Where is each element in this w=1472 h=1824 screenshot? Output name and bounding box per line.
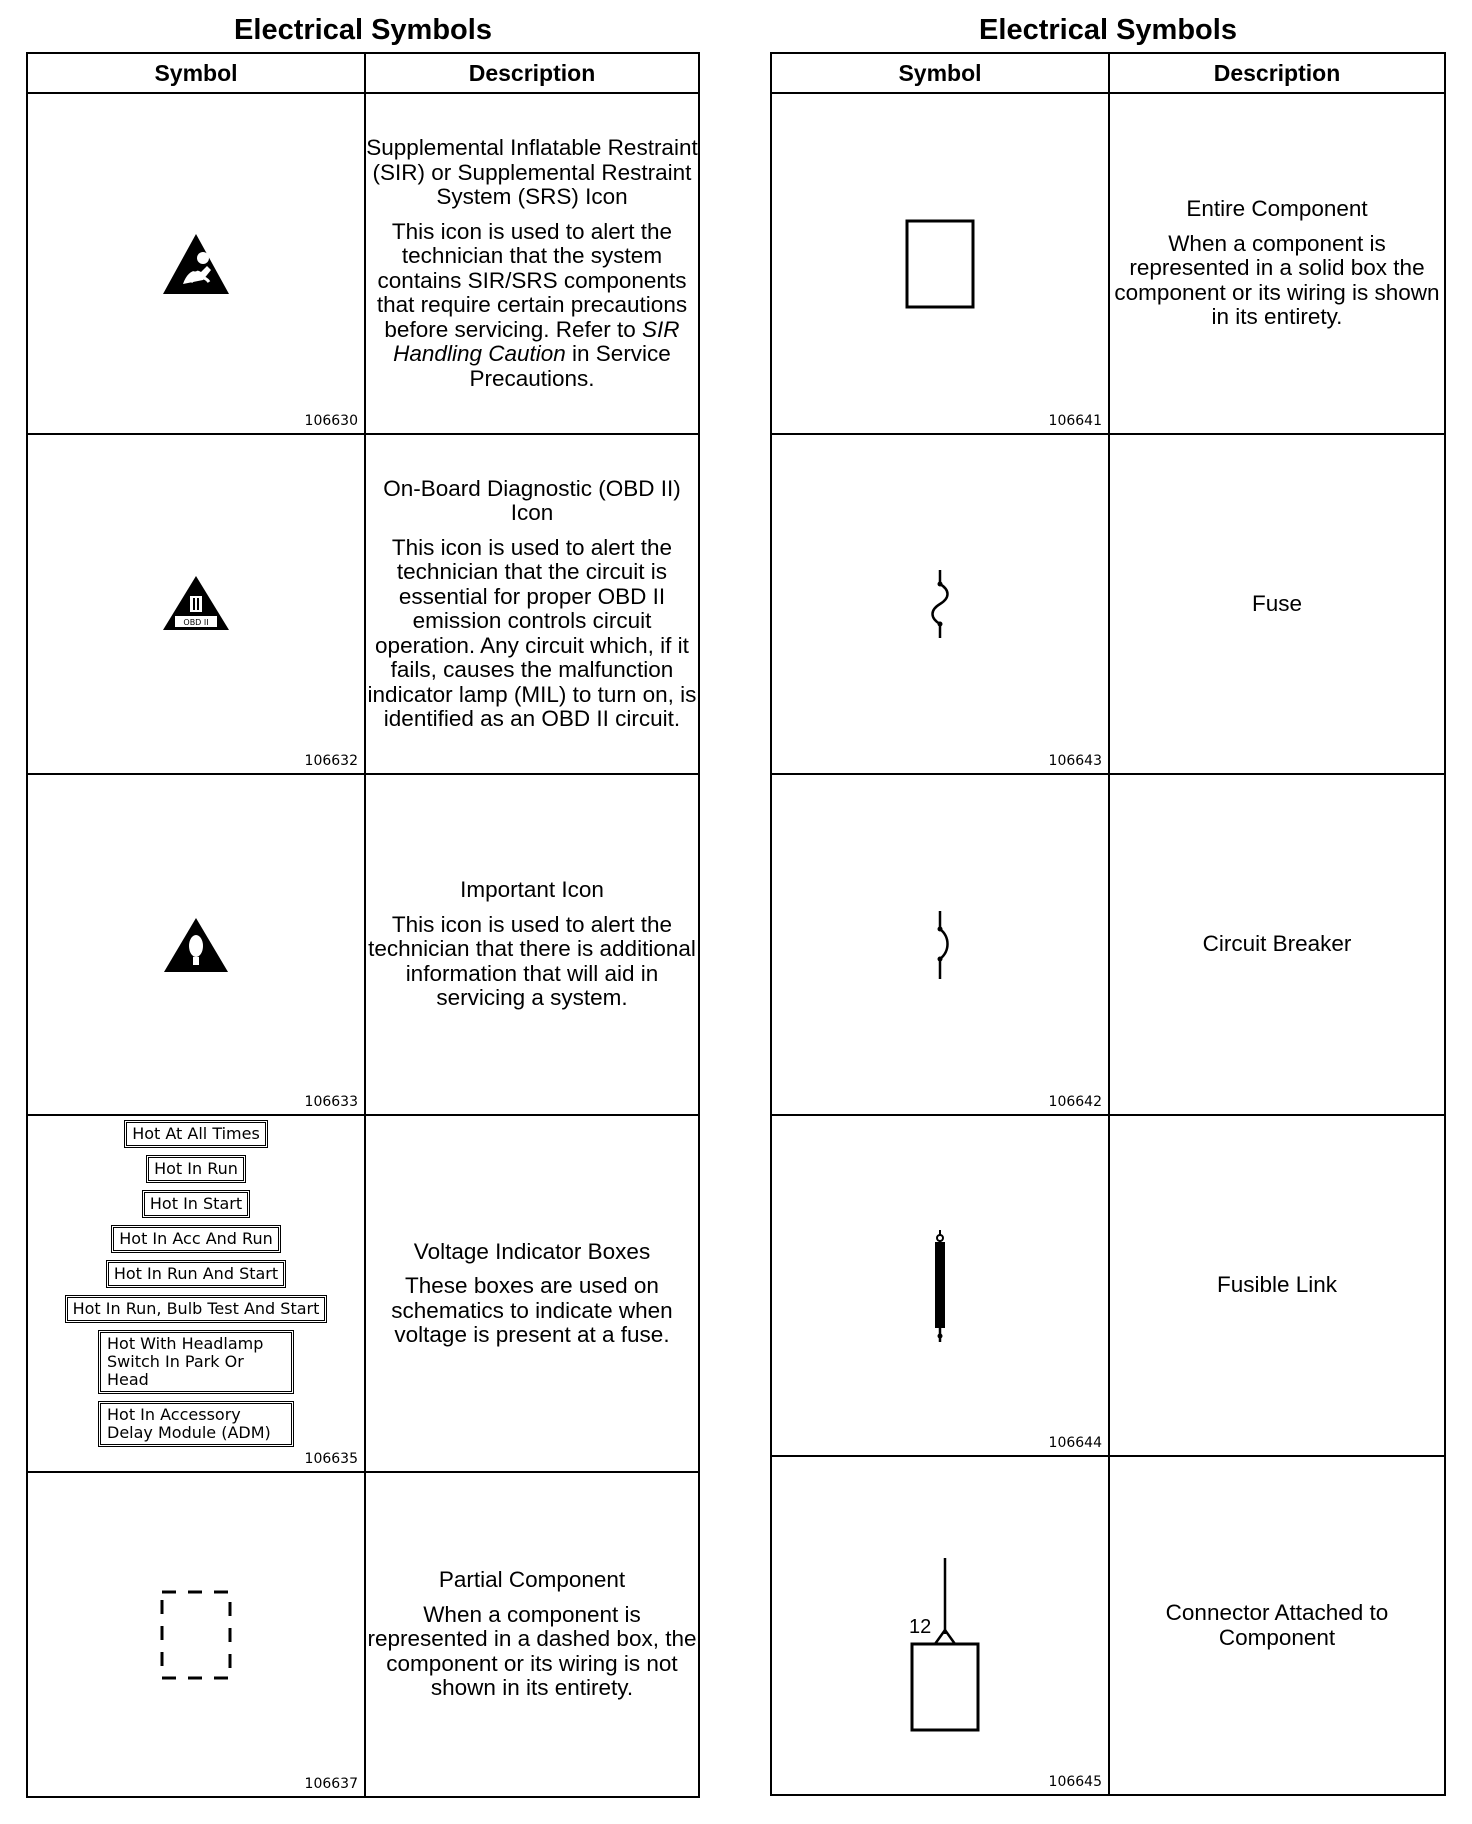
obd-ii-warning-icon [161, 574, 231, 634]
symbol-cell [771, 1456, 1109, 1795]
table-row [771, 1115, 1445, 1456]
solid-box-icon [904, 218, 976, 310]
description-cell [365, 774, 699, 1115]
description-title: Entire Component [1186, 196, 1368, 222]
description-column-header: Description [1109, 53, 1445, 93]
description-cell [365, 1115, 699, 1472]
description-body: This icon is used to alert the technician that there is additional information that will aid in servicing a system. [368, 911, 696, 1011]
figure-number: 106645 [1048, 1774, 1102, 1790]
table-row [27, 774, 699, 1115]
voltage-indicator-box: Hot In Start [142, 1190, 250, 1218]
description-body: These boxes are used on schematics to indicate when voltage is present at a fuse. [391, 1273, 673, 1347]
symbols-table-right [770, 52, 1446, 1796]
table-row [27, 434, 699, 774]
figure-number: 106644 [1048, 1435, 1102, 1451]
table-row [27, 1115, 699, 1472]
figure-number: 106633 [304, 1094, 358, 1110]
symbol-cell [27, 93, 365, 434]
fuse-icon [928, 568, 952, 640]
voltage-indicator-box: Hot In Run [146, 1155, 246, 1183]
figure-number: 106642 [1048, 1094, 1102, 1110]
dashed-box-icon [159, 1589, 233, 1681]
description-body: When a component is represented in a solid box the component or its wiring is shown in its entirety. [1114, 230, 1440, 330]
table-row [771, 93, 1445, 434]
description-title: Supplemental Inflatable Restraint (SIR) or Supplemental Restraint System (SRS) Icon [366, 135, 698, 209]
description-title: Partial Component [438, 1567, 626, 1593]
figure-number: 106637 [304, 1776, 358, 1792]
description-cell [365, 93, 699, 434]
sir-srs-warning-icon [161, 232, 231, 296]
table-row [771, 1456, 1445, 1795]
fusible-link-icon [928, 1228, 952, 1344]
table-row [27, 1472, 699, 1797]
voltage-indicator-box: Hot At All Times [124, 1120, 268, 1148]
description-title: Voltage Indicator Boxes [413, 1238, 651, 1264]
panel-title: Electrical Symbols [979, 14, 1237, 46]
obd-icon-label: OBD II [183, 618, 209, 627]
description-text: This icon is used to alert the technician that the system contains SIR/SRS components that require certain precautions before servicing. Refer to [376, 218, 688, 342]
table-row [771, 774, 1445, 1115]
table-header-row [27, 53, 699, 93]
symbol-cell [27, 1115, 365, 1472]
symbol-cell [27, 1472, 365, 1797]
description-body: When a component is represented in a dashed box, the component or its wiring is not shown in its entirety. [367, 1601, 697, 1701]
figure-number: 106632 [304, 753, 358, 769]
right-panel [770, 8, 1446, 1796]
description-cell [365, 434, 699, 774]
connector-component-icon [885, 1556, 995, 1736]
description-cell [1109, 1456, 1445, 1795]
reference-link-text: SIR Handling Caution [393, 316, 680, 366]
symbol-cell [771, 1115, 1109, 1456]
description-title: Circuit Breaker [1202, 931, 1352, 957]
voltage-indicator-box: Hot In Run, Bulb Test And Start [65, 1295, 328, 1323]
voltage-indicator-box: Hot In Run And Start [106, 1260, 286, 1288]
voltage-indicator-box-list [28, 1116, 364, 1471]
symbol-cell [771, 774, 1109, 1115]
voltage-indicator-box: Hot In Accessory Delay Module (ADM) [98, 1401, 294, 1447]
symbols-table-left [26, 52, 700, 1798]
figure-number: 106641 [1048, 413, 1102, 429]
symbol-column-header: Symbol [771, 53, 1109, 93]
symbol-cell [27, 434, 365, 774]
figure-number: 106635 [304, 1451, 358, 1467]
connector-pin-label: 12 [909, 1615, 932, 1638]
description-title: Fusible Link [1216, 1272, 1338, 1298]
figure-number: 106643 [1048, 753, 1102, 769]
description-cell [1109, 1115, 1445, 1456]
table-header-row [771, 53, 1445, 93]
description-title: Connector Attached to Component [1165, 1600, 1389, 1650]
description-body [366, 220, 698, 392]
figure-number: 106630 [304, 413, 358, 429]
symbol-column-header: Symbol [27, 53, 365, 93]
panel-title: Electrical Symbols [234, 14, 492, 46]
table-row [771, 434, 1445, 774]
symbol-cell [771, 434, 1109, 774]
voltage-indicator-box: Hot With Headlamp Switch In Park Or Head [98, 1330, 294, 1394]
description-cell [1109, 434, 1445, 774]
important-warning-icon [162, 916, 230, 974]
description-body: This icon is used to alert the technician that the circuit is essential for proper OBD II emission controls circuit operation. Any circuit which, if it fails, causes the malfunction indicator lamp (MIL) to turn on, is identified as an OBD II circuit. [367, 534, 697, 731]
circuit-breaker-icon [928, 909, 952, 981]
voltage-indicator-box: Hot In Acc And Run [111, 1225, 280, 1253]
symbol-cell [27, 774, 365, 1115]
left-panel [26, 8, 700, 1798]
description-title: Important Icon [460, 877, 604, 903]
description-cell [365, 1472, 699, 1797]
description-cell [1109, 774, 1445, 1115]
symbol-cell [771, 93, 1109, 434]
description-column-header: Description [365, 53, 699, 93]
table-row [27, 93, 699, 434]
description-cell [1109, 93, 1445, 434]
description-title: Fuse [1251, 590, 1303, 616]
description-title: On-Board Diagnostic (OBD II) Icon [383, 475, 681, 525]
description-text: in Service Precautions. [469, 341, 671, 391]
